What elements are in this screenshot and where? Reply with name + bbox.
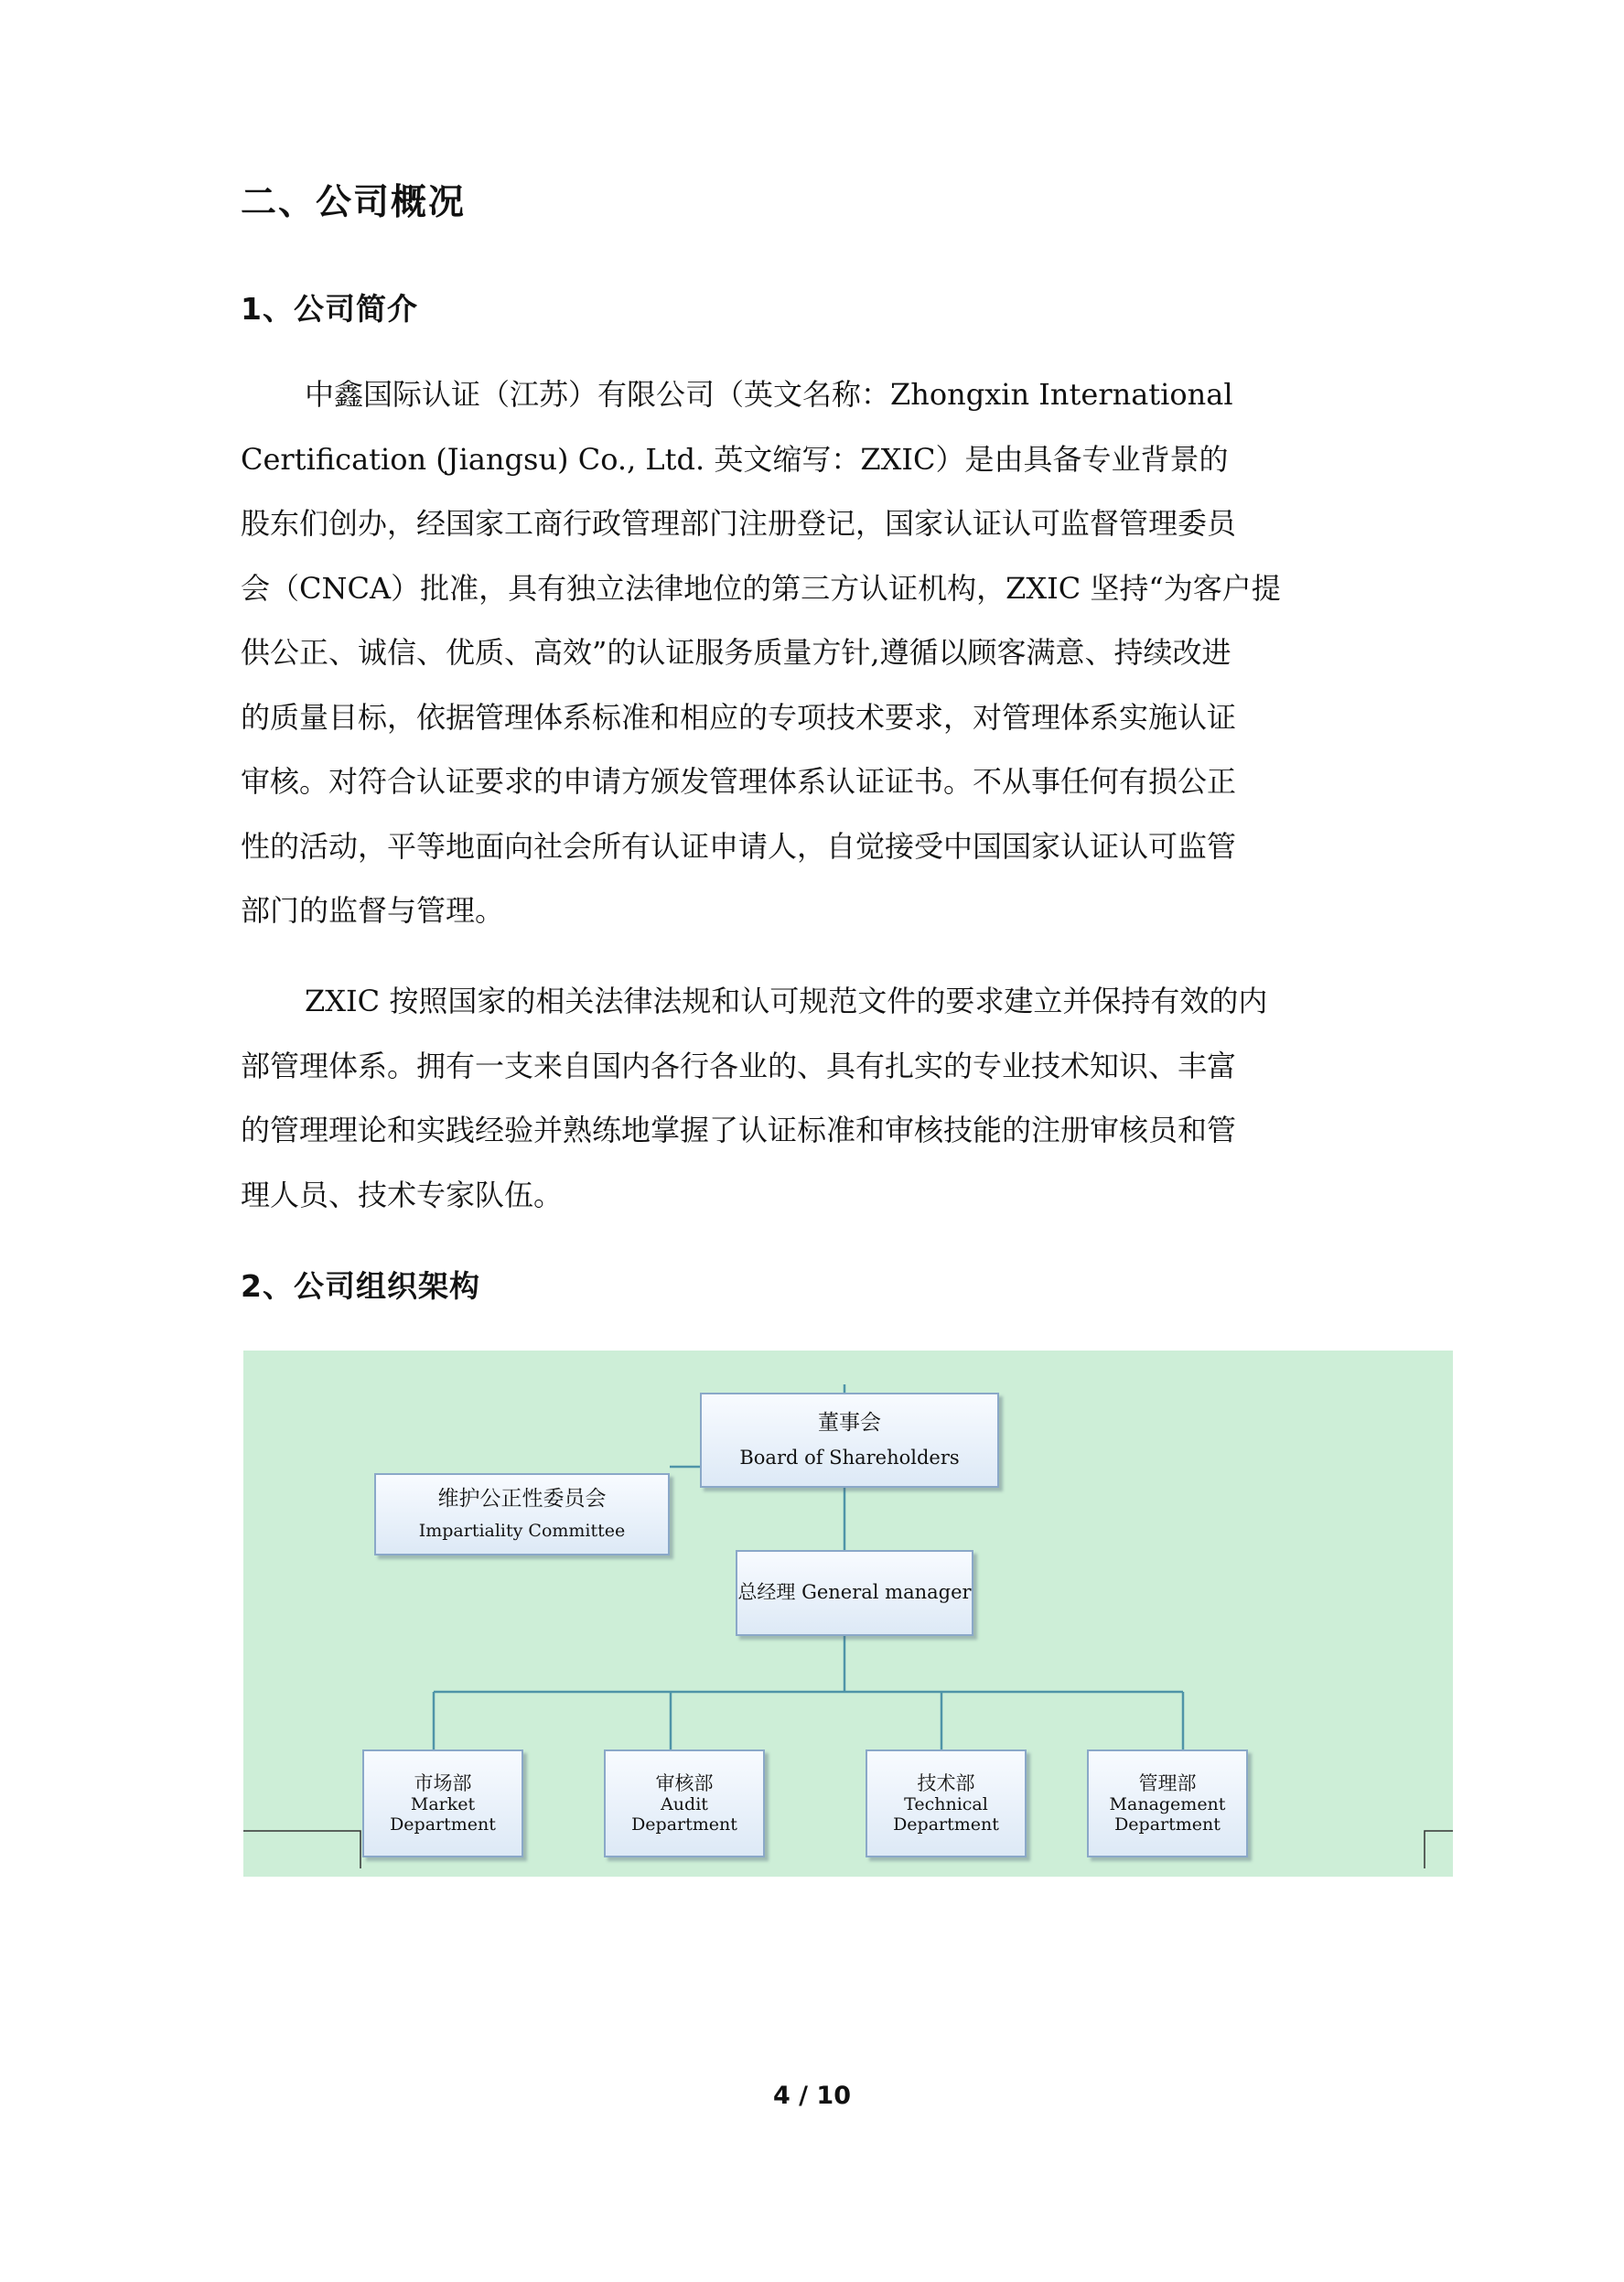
department-label-zh: 审核部 bbox=[655, 1771, 714, 1794]
subsection-title-company-profile: 1、公司简介 bbox=[241, 291, 418, 327]
section-title: 二、公司概况 bbox=[241, 182, 467, 223]
paragraph-line: Certification (Jiangsu) Co., Ltd. 英文缩写：ZXIC）是由具备专业背景的 bbox=[241, 441, 1229, 477]
page-number: 4 / 10 bbox=[772, 2082, 852, 2110]
crop-mark-right bbox=[1425, 1831, 1453, 1868]
department-label-en: Department bbox=[1114, 1814, 1221, 1835]
committee-label-zh: 维护公正性委员会 bbox=[437, 1486, 607, 1511]
committee-label-en: Impartiality Committee bbox=[418, 1521, 626, 1542]
technical-department-box bbox=[866, 1749, 1027, 1857]
paragraph-line: 审核。对符合认证要求的申请方颁发管理体系认证证书。不从事任何有损公正 bbox=[241, 764, 1237, 799]
department-label-zh: 技术部 bbox=[917, 1771, 975, 1794]
general-manager-box bbox=[736, 1550, 973, 1636]
management-system-paragraph bbox=[241, 969, 1384, 1227]
org-chart bbox=[243, 1351, 1453, 1877]
department-label-zh: 管理部 bbox=[1138, 1771, 1197, 1794]
department-label-zh: 市场部 bbox=[414, 1771, 472, 1794]
market-department-box bbox=[362, 1749, 523, 1857]
board-label-zh: 董事会 bbox=[818, 1410, 881, 1435]
department-label-en: Audit bbox=[661, 1793, 708, 1814]
subsection-title-org-structure: 2、公司组织架构 bbox=[241, 1268, 480, 1304]
crop-mark-left bbox=[243, 1831, 360, 1868]
department-label-en: Management bbox=[1109, 1793, 1226, 1814]
general-manager-label: 总经理 General manager bbox=[737, 1581, 972, 1604]
paragraph-line: 性的活动，平等地面向社会所有认证申请人，自觉接受中国国家认证认可监管 bbox=[241, 828, 1237, 864]
board-label-en: Board of Shareholders bbox=[739, 1447, 960, 1469]
paragraph-line: 部管理体系。拥有一支来自国内各行各业的、具有扎实的专业技术知识、丰富 bbox=[241, 1048, 1237, 1083]
paragraph-line: 中鑫国际认证（江苏）有限公司（英文名称：Zhongxin International bbox=[305, 377, 1233, 412]
paragraph-line: ZXIC 按照国家的相关法律法规和认可规范文件的要求建立并保持有效的内 bbox=[305, 984, 1268, 1018]
paragraph-line: 会（CNCA）批准，具有独立法律地位的第三方认证机构，ZXIC 坚持“为客户提 bbox=[241, 570, 1281, 606]
department-label-en: Technical bbox=[904, 1793, 988, 1814]
paragraph-line: 部门的监督与管理。 bbox=[241, 893, 505, 928]
department-label-en: Department bbox=[893, 1814, 999, 1835]
paragraph-line: 的质量目标，依据管理体系标准和相应的专项技术要求，对管理体系实施认证 bbox=[241, 699, 1237, 735]
department-label-en: Market bbox=[410, 1793, 476, 1814]
paragraph-line: 股东们创办，经国家工商行政管理部门注册登记，国家认证认可监督管理委员 bbox=[241, 506, 1237, 541]
department-label-en: Department bbox=[390, 1814, 496, 1835]
board-of-shareholders-box bbox=[700, 1393, 999, 1488]
paragraph-line: 供公正、诚信、优质、高效”的认证服务质量方针,遵循以顾客满意、持续改进 bbox=[241, 635, 1231, 670]
management-department-box bbox=[1087, 1749, 1248, 1857]
department-label-en: Department bbox=[631, 1814, 737, 1835]
company-profile-paragraph bbox=[241, 362, 1384, 943]
audit-department-box bbox=[604, 1749, 765, 1857]
impartiality-committee-box bbox=[374, 1473, 670, 1555]
paragraph-line: 的管理理论和实践经验并熟练地掌握了认证标准和审核技能的注册审核员和管 bbox=[241, 1113, 1237, 1147]
paragraph-line: 理人员、技术专家队伍。 bbox=[241, 1177, 564, 1212]
